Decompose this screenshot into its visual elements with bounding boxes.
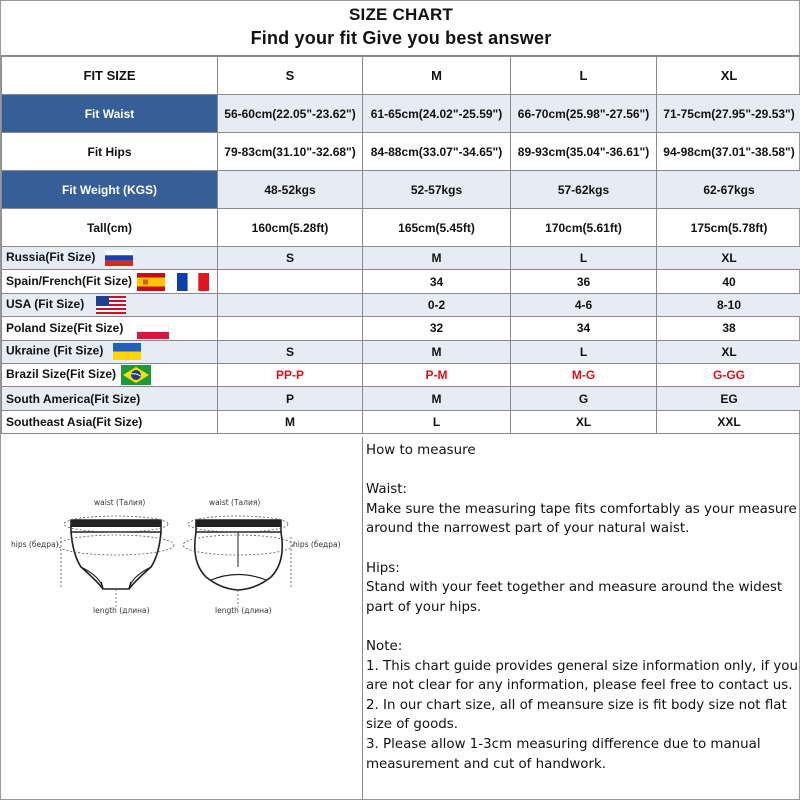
country-value-l: 34 [511, 317, 657, 340]
country-label: Southeast Asia(Fit Size) [6, 414, 143, 429]
size-header-xl: XL [657, 57, 800, 95]
country-value-m: M [363, 340, 511, 363]
country-value-s [218, 293, 363, 316]
hips-diagram-label: hips (бедра) [11, 540, 59, 549]
size-header-m: M [363, 57, 511, 95]
note-3: 3. Please allow 1-3cm measuring difference due to manual measurement and cut of handwork. [366, 736, 761, 772]
tall-value-l: 170cm(5.61ft) [511, 209, 657, 247]
country-cell [2, 340, 218, 363]
hips-text: Stand with your feet together and measure around the widest part of your hips. [366, 580, 783, 615]
header-row [2, 57, 800, 95]
country-row-brazil [2, 363, 800, 386]
weight-value-l: 57-62kgs [511, 171, 657, 209]
country-value-xl: G-GG [657, 363, 800, 386]
waist-diagram-label: waist (Талия) [94, 498, 146, 507]
note-2: 2. In our chart size, all of meansure size is fit body size not flat size of goods. [366, 697, 787, 733]
hips-value-s: 79-83cm(31.10"-32.68") [218, 133, 363, 171]
title-block [1, 1, 800, 56]
country-row-russia [2, 247, 800, 270]
waist-diagram-label: waist (Талия) [209, 498, 261, 507]
length-diagram-label: length (длина) [93, 606, 150, 615]
waist-text: Make sure the measuring tape fits comfortably as your measure around the narrowest part of your natural waist. [366, 501, 797, 537]
country-row-poland [2, 317, 800, 340]
country-value-xl: 40 [657, 270, 800, 293]
tall-row [2, 209, 800, 247]
hips-row [2, 133, 800, 171]
country-value-s: S [218, 247, 363, 270]
size-header-l: L [511, 57, 657, 95]
tall-value-xl: 175cm(5.78ft) [657, 209, 800, 247]
country-row-ukraine [2, 340, 800, 363]
weight-value-s: 48-52kgs [218, 171, 363, 209]
country-value-m: 32 [363, 317, 511, 340]
country-value-s: S [218, 340, 363, 363]
tall-value-s: 160cm(5.28ft) [218, 209, 363, 247]
usa-flag-icon [96, 296, 126, 314]
waist-value-l: 66-70cm(25.98"-27.56") [511, 95, 657, 133]
country-label: South America(Fit Size) [6, 391, 141, 406]
country-value-l: M-G [511, 363, 657, 386]
country-value-m: M [363, 387, 511, 410]
russia-flag-icon [105, 250, 133, 266]
country-value-xl: 8-10 [657, 293, 800, 316]
note-title: Note: [366, 638, 403, 654]
country-row-south-america [2, 387, 800, 410]
country-value-l: G [511, 387, 657, 410]
france-flag-icon [177, 273, 209, 291]
country-value-s [218, 270, 363, 293]
country-cell [2, 387, 218, 410]
size-table [1, 56, 800, 434]
country-value-m: L [363, 410, 511, 433]
country-value-l: 4-6 [511, 293, 657, 316]
country-label: Russia(Fit Size) [6, 250, 96, 265]
panties-diagram-illustration [1, 437, 363, 800]
waist-label: Fit Waist [2, 95, 218, 133]
country-value-xl: EG [657, 387, 800, 410]
weight-value-xl: 62-67kgs [657, 171, 800, 209]
hips-diagram-label: hips (бедра) [293, 540, 341, 549]
brazil-flag-icon [121, 365, 151, 385]
waist-value-m: 61-65cm(24.02"-25.59") [363, 95, 511, 133]
chart-title: SIZE CHART [349, 5, 453, 24]
hips-title: Hips: [366, 560, 400, 576]
waist-row [2, 95, 800, 133]
measurement-instructions [363, 437, 800, 800]
country-value-l: L [511, 247, 657, 270]
size-header-s: S [218, 57, 363, 95]
country-label: Spain/French(Fit Size) [6, 273, 133, 288]
country-cell [2, 293, 218, 316]
waist-title: Waist: [366, 482, 408, 498]
ukraine-flag-icon [113, 343, 141, 360]
country-cell [2, 270, 218, 293]
hips-value-m: 84-88cm(33.07"-34.65") [363, 133, 511, 171]
country-label: USA (Fit Size) [6, 297, 85, 312]
country-value-xl: XL [657, 340, 800, 363]
tall-label: Tall(cm) [2, 209, 218, 247]
country-cell [2, 247, 218, 270]
country-value-s: P [218, 387, 363, 410]
hips-label: Fit Hips [2, 133, 218, 171]
country-value-m: 0-2 [363, 293, 511, 316]
country-cell [2, 410, 218, 433]
country-value-xl: XL [657, 247, 800, 270]
country-value-s [218, 317, 363, 340]
length-diagram-label: length (длина) [215, 606, 272, 615]
country-value-m: M [363, 247, 511, 270]
country-label: Poland Size(Fit Size) [6, 320, 124, 335]
country-value-m: 34 [363, 270, 511, 293]
country-value-s: PP-P [218, 363, 363, 386]
country-value-m: P-M [363, 363, 511, 386]
how-to-measure-heading: How to measure [366, 443, 476, 458]
waist-value-xl: 71-75cm(27.95"-29.53") [657, 95, 800, 133]
country-label: Ukraine (Fit Size) [6, 343, 104, 358]
chart-subtitle: Find your fit Give you best answer [250, 28, 552, 48]
tall-value-m: 165cm(5.45ft) [363, 209, 511, 247]
country-cell [2, 317, 218, 340]
country-row-southeast-asia [2, 410, 800, 433]
weight-label: Fit Weight (KGS) [2, 171, 218, 209]
weight-row [2, 171, 800, 209]
hips-value-xl: 94-98cm(37.01"-38.58") [657, 133, 800, 171]
country-value-l: L [511, 340, 657, 363]
measurement-diagram [1, 437, 363, 800]
country-value-xl: XXL [657, 410, 800, 433]
weight-value-m: 52-57kgs [363, 171, 511, 209]
country-value-l: 36 [511, 270, 657, 293]
country-label: Brazil Size(Fit Size) [6, 367, 117, 382]
note-1: 1. This chart guide provides general size information only, if you are not clear for any information, please feel free to contact us. [366, 658, 798, 694]
country-value-l: XL [511, 410, 657, 433]
poland-flag-icon [137, 325, 169, 339]
country-row-usa [2, 293, 800, 316]
country-cell [2, 363, 218, 386]
waist-value-s: 56-60cm(22.05"-23.62") [218, 95, 363, 133]
country-row-spain-french [2, 270, 800, 293]
country-value-xl: 38 [657, 317, 800, 340]
country-value-s: M [218, 410, 363, 433]
spain-flag-icon [137, 273, 165, 291]
fit-size-header: FIT SIZE [2, 57, 218, 95]
hips-value-l: 89-93cm(35.04"-36.61") [511, 133, 657, 171]
